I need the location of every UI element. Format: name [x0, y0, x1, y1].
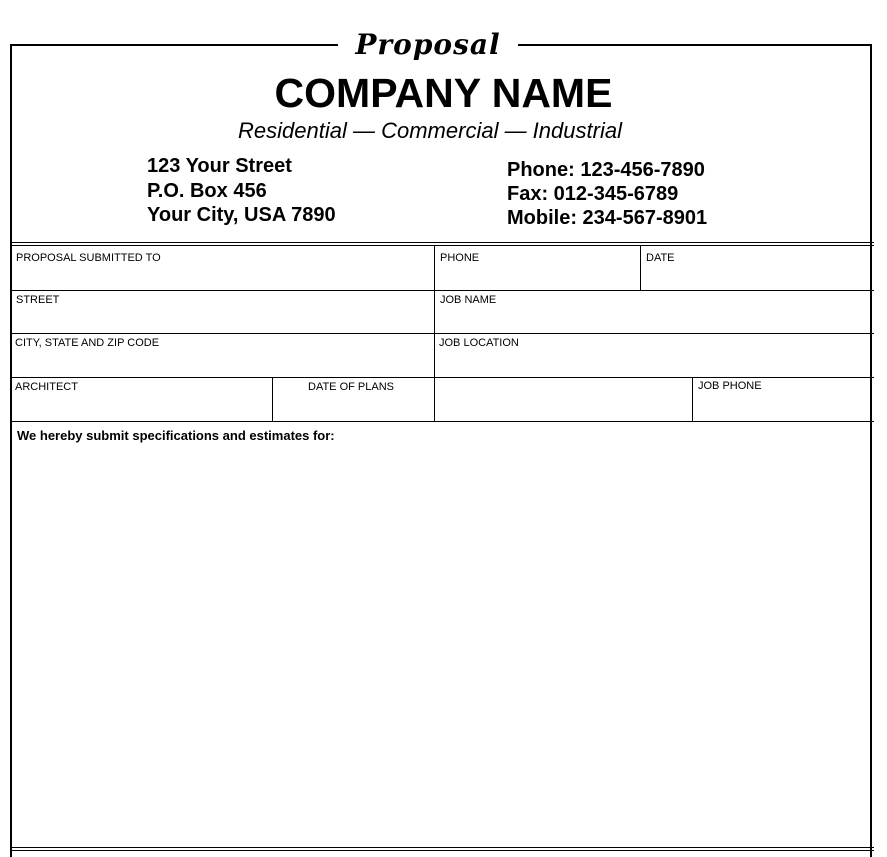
row-divider-4	[10, 421, 874, 422]
company-name: COMPANY NAME	[274, 70, 613, 116]
contact-phone: Phone: 123-456-7890	[507, 159, 705, 181]
field-label-architect: ARCHITECT	[15, 381, 78, 393]
column-divider-phone-date	[640, 246, 641, 290]
company-contact	[507, 158, 707, 230]
row-divider-1	[10, 290, 874, 291]
address-line-po-box: P.O. Box 456	[147, 179, 267, 202]
form-frame	[10, 44, 872, 857]
field-label-job-phone: JOB PHONE	[698, 380, 762, 392]
address-line-street: 123 Your Street	[147, 155, 292, 177]
footer-double-rule	[10, 847, 874, 851]
contact-mobile: Mobile: 234-567-8901	[507, 207, 708, 229]
header-double-rule	[10, 242, 874, 246]
row-divider-2	[10, 333, 874, 334]
field-label-city-state-zip: CITY, STATE AND ZIP CODE	[15, 337, 160, 349]
company-tagline: Residential — Commercial — Industrial	[238, 118, 622, 143]
column-divider-main	[434, 246, 435, 421]
column-divider-job-phone	[692, 377, 693, 421]
field-label-phone: PHONE	[440, 252, 480, 264]
field-label-date: DATE	[646, 252, 675, 264]
field-label-proposal-submitted-to: PROPOSAL SUBMITTED TO	[16, 252, 161, 264]
field-label-job-name: JOB NAME	[440, 294, 497, 306]
document-title: Proposal	[355, 28, 501, 61]
title-container	[338, 26, 518, 64]
company-address	[147, 154, 336, 228]
specifications-intro: We hereby submit specifications and estimates for:	[17, 428, 335, 443]
field-label-date-of-plans: DATE OF PLANS	[308, 381, 394, 393]
field-label-street: STREET	[16, 294, 60, 306]
row-divider-3	[10, 377, 874, 378]
contact-fax: Fax: 012-345-6789	[507, 183, 679, 205]
field-label-job-location: JOB LOCATION	[439, 337, 519, 349]
column-divider-architect	[272, 377, 273, 421]
address-line-city: Your City, USA 7890	[147, 204, 336, 226]
